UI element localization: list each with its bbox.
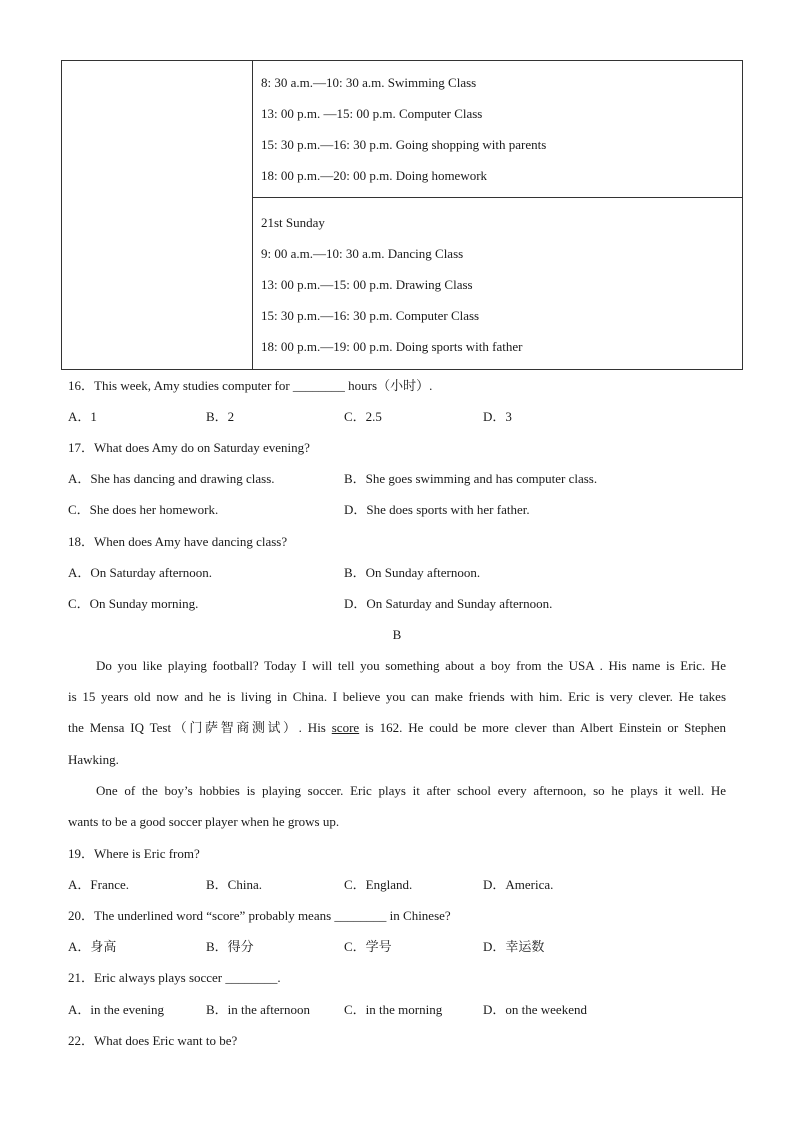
schedule-line: 13: 00 p.m.—15: 00 p.m. Drawing Class [261,277,473,292]
passage-text: is 162. He could be more clever than Albert Einstein or Stephen [359,720,726,736]
schedule-table [61,60,743,370]
schedule-left-cell [62,61,253,370]
passage-line: Hawking. [68,751,119,767]
q20-option-a: A．身高 [68,939,117,954]
q20-option-c: C．学号 [344,939,392,954]
q20-option-d: D．幸运数 [483,939,545,954]
passage-line: wants to be a good soccer player when he grows up. [68,814,340,830]
q16-option-a: A．1 [68,409,97,424]
q16-option-b: B．2 [206,409,235,424]
saturday-cell [253,61,743,198]
question-16: 16．This week, Amy studies computer for ________ hours（小时）. [68,378,433,393]
q19-option-d: D．America. [483,877,554,892]
passage-paragraph-2 [68,782,726,844]
q16-option-d: D．3 [483,409,512,424]
schedule-line: 18: 00 p.m.—20: 00 p.m. Doing homework [261,168,488,183]
schedule-line: 9: 00 a.m.—10: 30 a.m. Dancing Class [261,246,464,261]
passage-line: Do you like playing football? Today I will tell you something about a boy from the USA . His name is Eric. He [96,658,726,673]
q20-option-b: B．得分 [206,939,254,954]
schedule-line: 15: 30 p.m.—16: 30 p.m. Going shopping with parents [261,137,547,152]
sunday-cell [253,198,743,370]
passage-line: One of the boy’s hobbies is playing soccer. Eric plays it after school every afternoon, so he plays it well. He [96,783,726,798]
q18-option-d: D．On Saturday and Sunday afternoon. [344,596,553,611]
q16-option-c: C．2.5 [344,409,382,424]
q19-option-c: C．England. [344,877,413,892]
passage-text: the Mensa IQ Test（门萨智商测试）. His [68,720,332,736]
question-17: 17．What does Amy do on Saturday evening? [68,440,310,455]
schedule-line: 15: 30 p.m.—16: 30 p.m. Computer Class [261,308,480,323]
sunday-title: 21st Sunday [261,215,325,230]
passage-line: is 15 years old now and he is living in China. I believe you can make friends with him. Eric is very clever. He takes [68,689,726,705]
q17-option-a: A．She has dancing and drawing class. [68,471,275,486]
q21-option-c: C．in the morning [344,1002,443,1017]
schedule-line: 18: 00 p.m.—19: 00 p.m. Doing sports with father [261,339,523,354]
schedule-line: 8: 30 a.m.—10: 30 a.m. Swimming Class [261,75,477,90]
question-21: 21．Eric always plays soccer ________. [68,970,281,985]
passage-paragraph-1 [68,657,726,782]
question-18: 18．When does Amy have dancing class? [68,534,288,549]
question-19: 19．Where is Eric from? [68,846,200,861]
schedule-line: 13: 00 p.m. —15: 00 p.m. Computer Class [261,106,483,121]
q18-option-c: C．On Sunday morning. [68,596,199,611]
q18-option-a: A．On Saturday afternoon. [68,565,213,580]
question-22: 22．What does Eric want to be? [68,1033,238,1048]
q19-option-b: B．China. [206,877,262,892]
q17-option-c: C．She does her homework. [68,502,219,517]
q19-option-a: A．France. [68,877,130,892]
q18-option-b: B．On Sunday afternoon. [344,565,481,580]
q21-option-a: A．in the evening [68,1002,165,1017]
q21-option-d: D．on the weekend [483,1002,587,1017]
q17-option-b: B．She goes swimming and has computer class. [344,471,598,486]
question-20: 20．The underlined word “score” probably means ________ in Chinese? [68,908,451,923]
section-b-title: B [392,627,402,642]
underlined-word-score: score [331,720,360,736]
passage-line [68,719,726,750]
q21-option-b: B．in the afternoon [206,1002,310,1017]
q17-option-d: D．She does sports with her father. [344,502,530,517]
